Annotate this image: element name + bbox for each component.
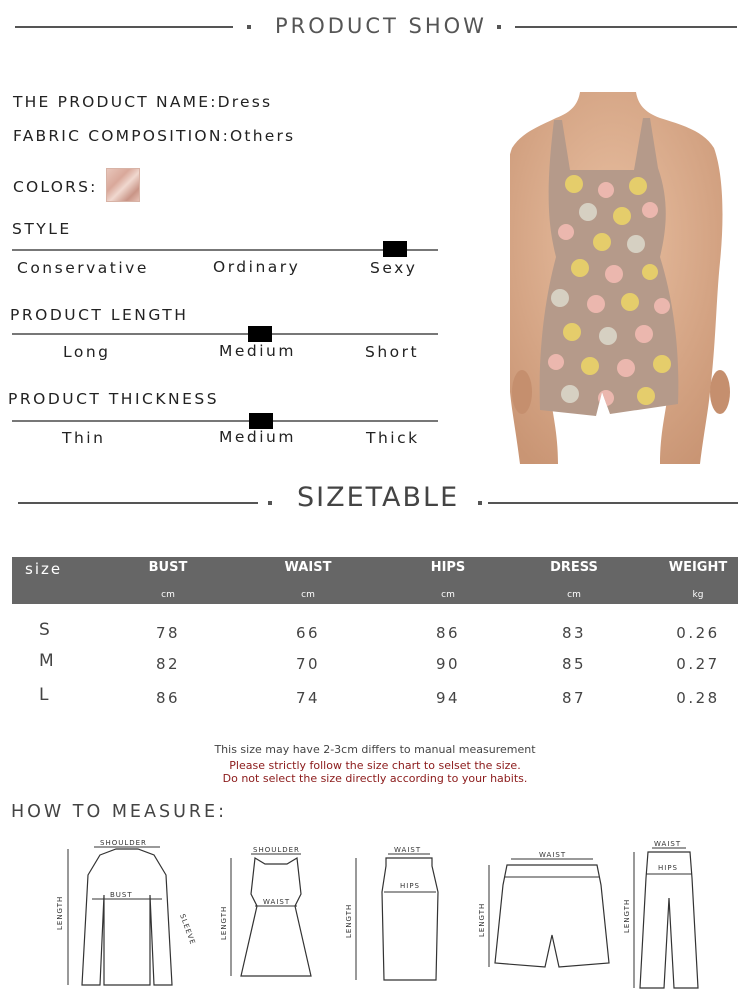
size-warning <box>0 759 750 785</box>
dress-cell: 85 <box>561 655 587 673</box>
bust-cell: 82 <box>155 655 181 673</box>
divider-dot <box>268 501 272 505</box>
thickness-selected-marker <box>249 413 273 429</box>
table-row <box>12 685 738 711</box>
size-column-header: size <box>25 560 63 578</box>
waist-label: WAIST <box>263 898 291 906</box>
waist-cell: 74 <box>295 689 321 707</box>
sleeve-label: SLEEVE <box>178 912 197 947</box>
waist-cell: 70 <box>295 655 321 673</box>
hips-cell: 90 <box>435 655 461 673</box>
divider-line <box>515 26 737 28</box>
divider-dot <box>247 25 251 29</box>
size-warning-line: Do not select the size directly according to your habits. <box>222 772 528 785</box>
dress-unit: cm <box>567 590 581 600</box>
size-table-header <box>12 557 738 604</box>
thickness-option-thick: Thick <box>366 429 420 447</box>
dress-measure-diagram <box>215 840 325 990</box>
divider-line <box>18 502 258 504</box>
bust-column-header: BUST <box>148 560 188 575</box>
style-scale-title: STYLE <box>12 220 72 238</box>
length-option-medium: Medium <box>219 342 296 360</box>
how-to-measure-title: HOW TO MEASURE: <box>11 802 227 822</box>
shoulder-label: SHOULDER <box>100 839 147 847</box>
length-label: LENGTH <box>478 902 486 937</box>
hips-unit: cm <box>441 590 455 600</box>
length-option-long: Long <box>63 343 111 361</box>
divider-dot <box>478 501 482 505</box>
weight-cell: 0.27 <box>676 655 720 673</box>
weight-cell: 0.26 <box>676 624 720 642</box>
table-row <box>12 651 738 677</box>
dress-cell: 83 <box>561 624 587 642</box>
length-label: LENGTH <box>220 905 228 940</box>
weight-unit: kg <box>692 590 704 600</box>
length-selected-marker <box>248 326 272 342</box>
fabric-composition: FABRIC COMPOSITION:Others <box>13 127 296 145</box>
sizetable-header <box>0 482 750 522</box>
style-option-sexy: Sexy <box>370 259 418 277</box>
skirt-measure-diagram <box>340 840 450 990</box>
dress-column-header: DRESS <box>550 560 598 575</box>
waist-label: WAIST <box>539 851 567 859</box>
waist-column-header: WAIST <box>284 560 332 575</box>
length-label: LENGTH <box>345 903 353 938</box>
thickness-option-thin: Thin <box>62 429 106 447</box>
product-name: THE PRODUCT NAME:Dress <box>13 93 273 111</box>
dress-cell: 87 <box>561 689 587 707</box>
hips-cell: 86 <box>435 624 461 642</box>
divider-dot <box>497 25 501 29</box>
thickness-scale-line <box>12 420 438 422</box>
hips-cell: 94 <box>435 689 461 707</box>
waist-label: WAIST <box>394 846 422 854</box>
length-scale-line <box>12 333 438 335</box>
style-selected-marker <box>383 241 407 257</box>
waist-unit: cm <box>301 590 315 600</box>
style-scale-line <box>12 249 438 251</box>
shoulder-label: SHOULDER <box>253 846 300 854</box>
shorts-measure-diagram <box>475 845 625 980</box>
measurement-note: This size may have 2-3cm differs to manual measurement <box>214 743 536 756</box>
length-label: LENGTH <box>56 895 64 930</box>
hips-label: HIPS <box>658 864 678 872</box>
bust-label: BUST <box>110 891 133 899</box>
bust-unit: cm <box>161 590 175 600</box>
style-option-ordinary: Ordinary <box>213 258 301 276</box>
weight-cell: 0.28 <box>676 689 720 707</box>
size-cell: S <box>39 620 50 640</box>
jacket-measure-diagram <box>50 835 200 995</box>
divider-line <box>15 26 233 28</box>
length-scale-title: PRODUCT LENGTH <box>10 306 189 324</box>
color-swatch[interactable] <box>106 168 140 202</box>
waist-cell: 66 <box>295 624 321 642</box>
bust-cell: 86 <box>155 689 181 707</box>
length-option-short: Short <box>365 343 420 361</box>
divider-line <box>488 502 738 504</box>
size-cell: M <box>39 651 54 671</box>
section-title: SIZETABLE <box>297 482 460 513</box>
thickness-option-medium: Medium <box>219 428 296 446</box>
hips-column-header: HIPS <box>430 560 466 575</box>
length-label: LENGTH <box>623 898 631 933</box>
bust-cell: 78 <box>155 624 181 642</box>
thickness-scale-title: PRODUCT THICKNESS <box>8 390 220 408</box>
table-row <box>12 620 738 646</box>
waist-label: WAIST <box>654 840 682 848</box>
colors-label: COLORS: <box>13 178 98 196</box>
section-title: PRODUCT SHOW <box>275 14 487 38</box>
size-warning-line: Please strictly follow the size chart to selset the size. <box>229 759 521 772</box>
size-cell: L <box>39 685 49 705</box>
hips-label: HIPS <box>400 882 420 890</box>
product-show-header <box>0 12 750 42</box>
product-photo <box>510 92 742 464</box>
trousers-measure-diagram <box>620 838 710 993</box>
style-option-conservative: Conservative <box>17 259 149 277</box>
weight-column-header: WEIGHT <box>668 560 728 575</box>
